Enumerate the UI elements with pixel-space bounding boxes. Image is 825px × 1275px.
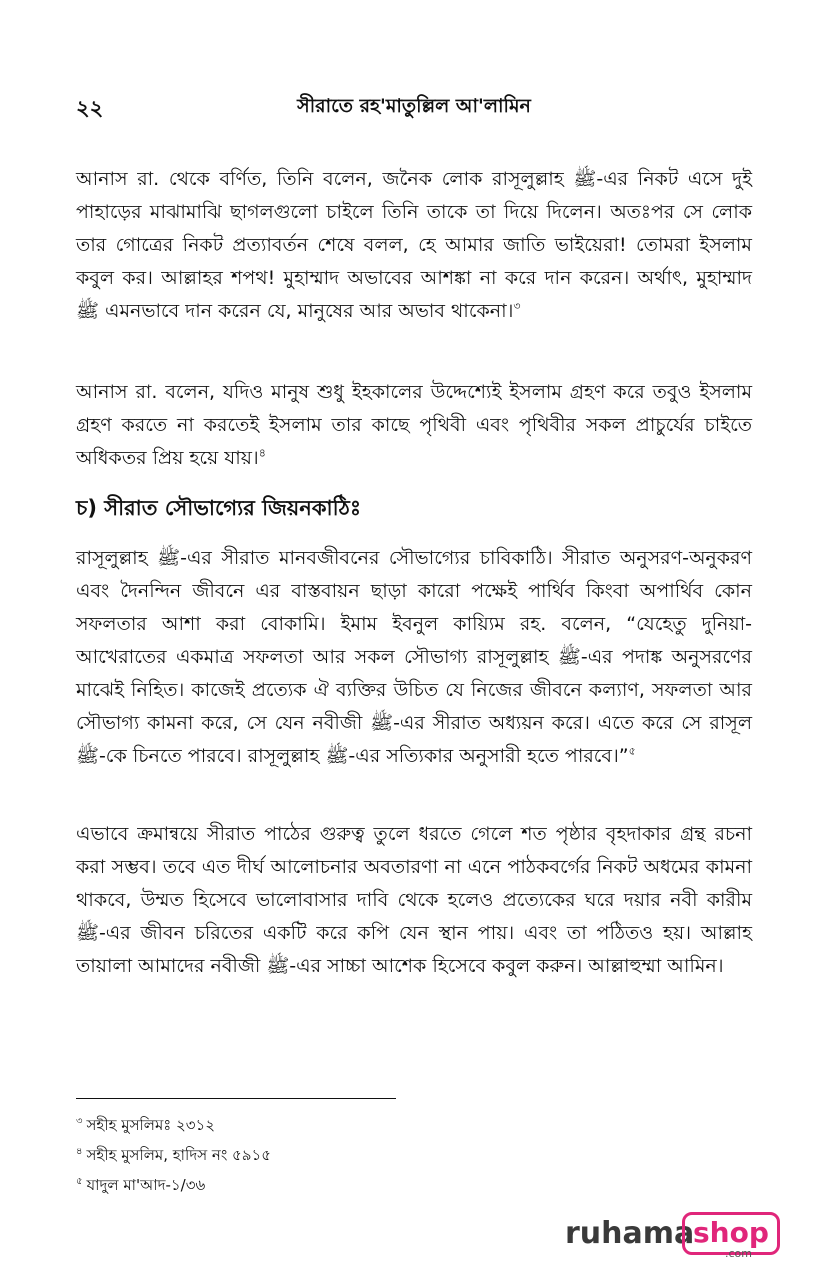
footnote-mark: ৫ (76, 1176, 83, 1187)
footnotes (76, 1110, 271, 1200)
paragraph-3-text: রাসূলুল্লাহ ﷺ-এর সীরাত মানবজীবনের সৌভাগ্যের চাবিকাঠি। সীরাত অনুসরণ-অনুকরণ এবং দৈনন্দিন জীবনে এর বাস্তবায়ন ছাড়া কারো পক্ষেই পার্থিব কিংবা অপার্থিব কোন সফলতার আশা করা বোকামি। ইমাম ইবনুল কায়্যিম রহ. বলেন, “যেহেতু দুনিয়া-আখেরাতের একমাত্র সফলতা আর সকল সৌভাগ্য রাসূলুল্লাহ ﷺ-এর পদাঙ্ক অনুসরণের মাঝেই নিহিত। কাজেই প্রত্যেক ঐ ব্যক্তির উচিত যে নিজের জীবনে কল্যাণ, সফলতা আর সৌভাগ্য কামনা করে, সে যেন নবীজী ﷺ-এর সীরাত অধ্যয়ন করে। এতে করে সে রাসূল ﷺ-কে চিনতে পারবে। রাসূলুল্লাহ ﷺ-এর সত্যিকার অনুসারী হতে পারবে।” (76, 547, 752, 767)
paragraph-2-text: আনাস রা. বলেন, যদিও মানুষ শুধু ইহকালের উদ্দেশ্যেই ইসলাম গ্রহণ করে তবুও ইসলাম গ্রহণ করতে না করতেই ইসলাম তার কাছে পৃথিবী এবং পৃথিবীর সকল প্রাচুর্যের চাইতে অধিকতর প্রিয় হয়ে যায়। (76, 381, 752, 469)
paragraph-1-text: আনাস রা. থেকে বর্ণিত, তিনি বলেন, জনৈক লোক রাসূলুল্লাহ ﷺ-এর নিকট এসে দুই পাহাড়ের মাঝামাঝি ছাগলগুলো চাইলে তিনি তাকে তা দিয়ে দিলেন। অতঃপর সে লোক তার গোত্রের নিকট প্রত্যাবর্তন শেষে বলল, হে আমার জাতি ভাইয়েরা! তোমরা ইসলাম কবুল কর। আল্লাহর শপথ! মুহাম্মাদ অভাবের আশঙ্কা না করে দান করেন। অর্থাৎ, মুহাম্মাদ ﷺ এমনভাবে দান করেন যে, মানুষের আর অভাব থাকেনা। (76, 168, 753, 322)
paragraph-4-text: এভাবে ক্রমান্বয়ে সীরাত পাঠের গুরুত্ব তুলে ধরতে গেলে শত পৃষ্ঠার বৃহদাকার গ্রন্থ রচনা করা সম্ভব। তবে এত দীর্ঘ আলোচনার অবতারণা না এনে পাঠকবর্গের নিকট অধমের কামনা থাকবে, উম্মত হিসেবে ভালোবাসার দাবি থেকে হলেও প্রত্যেকের ঘরে দয়ার নবী কারীম ﷺ-এর জীবন চরিতের একটি করে কপি যেন স্থান পায়। এবং তা পঠিতও হয়। আল্লাহ তায়ালা আমাদের নবীজী ﷺ-এর সাচ্চা আশেক হিসেবে কবুল করুন। আল্লাহুম্মা আমিন। (76, 823, 752, 977)
brand-suffix: .com (725, 1247, 752, 1260)
footnote-mark: ৩ (76, 1116, 83, 1127)
footnote-5 (76, 1170, 271, 1200)
paragraph-4 (76, 818, 752, 983)
section-heading: চ) সীরাত সৌভাগ্যের জিয়নকাঠিঃ (76, 496, 362, 520)
paragraph-2 (76, 376, 752, 475)
footnote-ref-3: ৩ (513, 299, 521, 313)
paragraph-3 (76, 542, 752, 773)
footnote-ref-4: ৪ (258, 446, 266, 460)
footnote-ref-5: ৫ (628, 744, 636, 758)
page-number: ২২ (76, 96, 104, 120)
footnote-4 (76, 1140, 271, 1170)
brand-logo (565, 1210, 775, 1260)
page-header (76, 92, 752, 122)
footnote-divider (76, 1098, 396, 1099)
paragraph-1 (76, 163, 752, 328)
running-title: সীরাতে রহ'মাতুল্লিল আ'লামিন (297, 95, 531, 117)
footnote-mark: ৪ (76, 1146, 83, 1157)
footnote-3 (76, 1110, 271, 1140)
brand-name-part1: ruhama (565, 1216, 695, 1251)
footnote-text: যাদুল মা'আদ-১/৩৬ (86, 1176, 206, 1194)
footnote-text: সহীহ মুসলিম, হাদিস নং ৫৯১৫ (86, 1146, 271, 1164)
footnote-text: সহীহ মুসলিমঃ ২৩১২ (86, 1116, 216, 1134)
brand-name-part2: shop (682, 1212, 780, 1255)
